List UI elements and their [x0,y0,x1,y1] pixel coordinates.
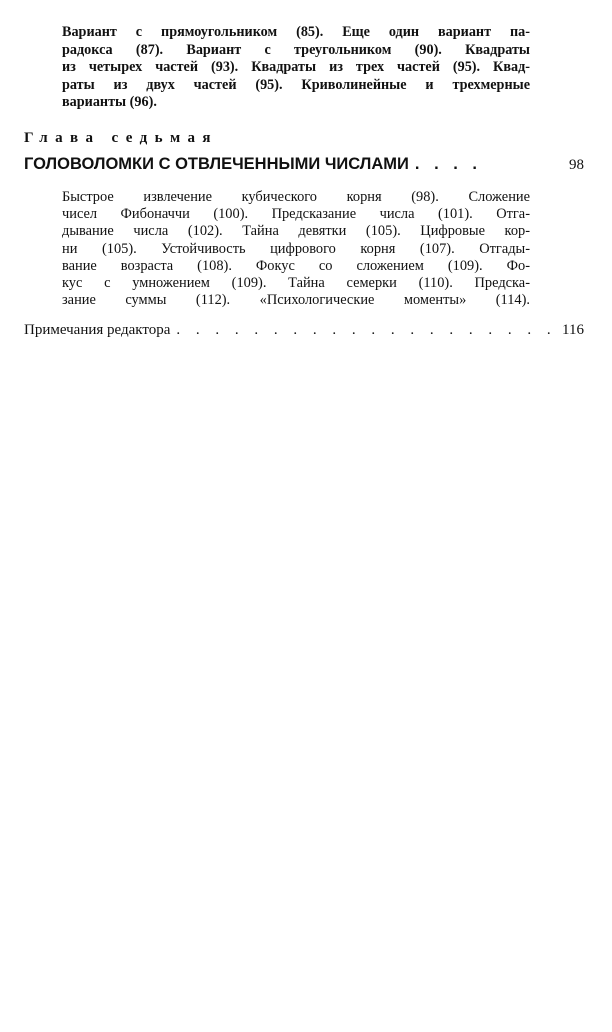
editor-notes-title: Примечания редактора [24,322,171,338]
chapter7-label: Глава седьмая [24,130,218,146]
contents-line: радокса (87). Вариант с треугольником (90). Квадраты [62,41,530,58]
contents-line: зание суммы (112). «Психологические моменты» (114). [62,292,530,309]
contents-line: ни (105). Устойчивость цифрового корня (107). Отгады- [62,240,530,257]
toc-entry-editor-notes[interactable] [24,322,584,339]
contents-line: варианты (96). [62,94,157,111]
dot-leader: . . . . [414,155,482,173]
contents-line: Вариант с прямоугольником (85). Еще один вариант па- [62,24,530,40]
chapter6-contents-continuation [62,24,530,112]
contents-line: из четырех частей (93). Квадраты из трех частей (95). Квад- [62,59,530,76]
toc-entry-chapter7[interactable] [24,155,584,174]
contents-line: кус с умножением (109). Тайна семерки (110). Предска- [62,275,530,292]
page-number: 98 [569,157,584,173]
contents-line: дывание числа (102). Тайна девятки (105). Цифровые кор- [62,223,530,240]
page-number: 116 [562,322,584,338]
contents-line: раты из двух частей (95). Криволинейные и трехмерные [62,76,530,93]
dot-leader: . . . . . . . . . . . . . . . . . . . . [176,322,557,338]
contents-line: Быстрое извлечение кубического корня (98). Сложение [62,189,530,205]
chapter7-title: ГОЛОВОЛОМКИ С ОТВЛЕЧЕННЫМИ ЧИСЛАМИ [24,155,409,173]
chapter7-contents [62,189,530,309]
contents-line: чисел Фибоначчи (100). Предсказание числа (101). Отга- [62,206,530,223]
contents-line: вание возраста (108). Фокус со сложением (109). Фо- [62,257,530,274]
